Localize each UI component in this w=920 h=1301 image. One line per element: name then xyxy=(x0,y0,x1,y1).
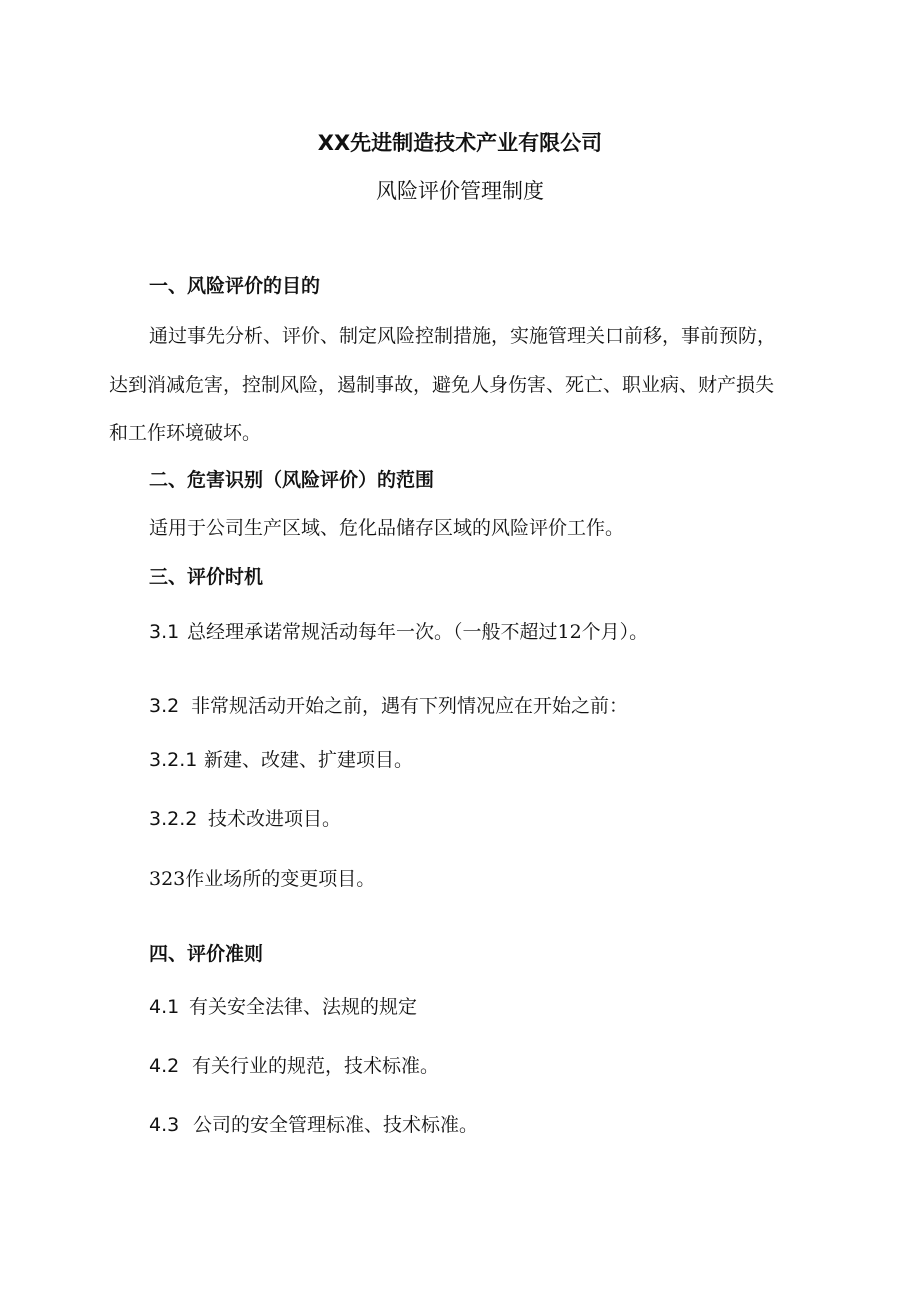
item-3-1-text: 总经理承诺常规活动每年一次。（一般不超过12个月）。 xyxy=(187,621,649,643)
item-4-2 xyxy=(149,1053,439,1079)
section4-heading: 四、评价准则 xyxy=(149,943,264,965)
item-4-3-text: 公司的安全管理标准、技术标准。 xyxy=(193,1114,479,1136)
item-4-1-number: 4.1 xyxy=(149,996,180,1018)
item-3-2-2 xyxy=(149,806,341,832)
item-3-2 xyxy=(149,693,628,719)
item-3-2-3: 323作业场所的变更项目。 xyxy=(149,868,376,890)
item-4-1 xyxy=(149,994,417,1020)
item-4-2-text: 有关行业的规范，技术标准。 xyxy=(192,1055,440,1077)
section1-para-line1: 通过事先分析、评价、制定风险控制措施，实施管理关口前移，事前预防， xyxy=(149,325,777,347)
item-3-2-2-number: 3.2.2 xyxy=(149,808,198,830)
item-4-3 xyxy=(149,1112,478,1138)
item-4-1-text: 有关安全法律、法规的规定 xyxy=(189,996,418,1018)
section3-heading: 三、评价时机 xyxy=(149,566,264,588)
document-subtitle: 风险评价管理制度 xyxy=(376,179,544,203)
item-3-2-2-text: 技术改进项目。 xyxy=(208,808,342,830)
section2-para: 适用于公司生产区域、危化品储存区域的风险评价工作。 xyxy=(149,517,625,539)
document-title: XX先进制造技术产业有限公司 xyxy=(317,131,603,155)
item-3-2-1-text: 新建、改建、扩建项目。 xyxy=(204,749,414,771)
section1-para-line3: 和工作环境破坏。 xyxy=(109,422,262,444)
item-3-2-number: 3.2 xyxy=(149,695,180,717)
item-4-3-number: 4.3 xyxy=(149,1114,180,1136)
item-3-2-1 xyxy=(149,747,413,773)
section2-heading: 二、危害识别（风险评价）的范围 xyxy=(149,469,435,491)
item-3-2-text: 非常规活动开始之前，遇有下列情况应在开始之前： xyxy=(191,695,629,717)
item-3-1 xyxy=(149,619,648,645)
item-4-2-number: 4.2 xyxy=(149,1055,180,1077)
item-3-2-1-number: 3.2.1 xyxy=(149,749,198,771)
item-3-1-number: 3.1 xyxy=(149,621,180,643)
section1-para-line2: 达到消减危害，控制风险，遏制事故，避免人身伤害、死亡、职业病、财产损失 xyxy=(109,374,775,396)
section1-heading: 一、风险评价的目的 xyxy=(149,275,321,297)
